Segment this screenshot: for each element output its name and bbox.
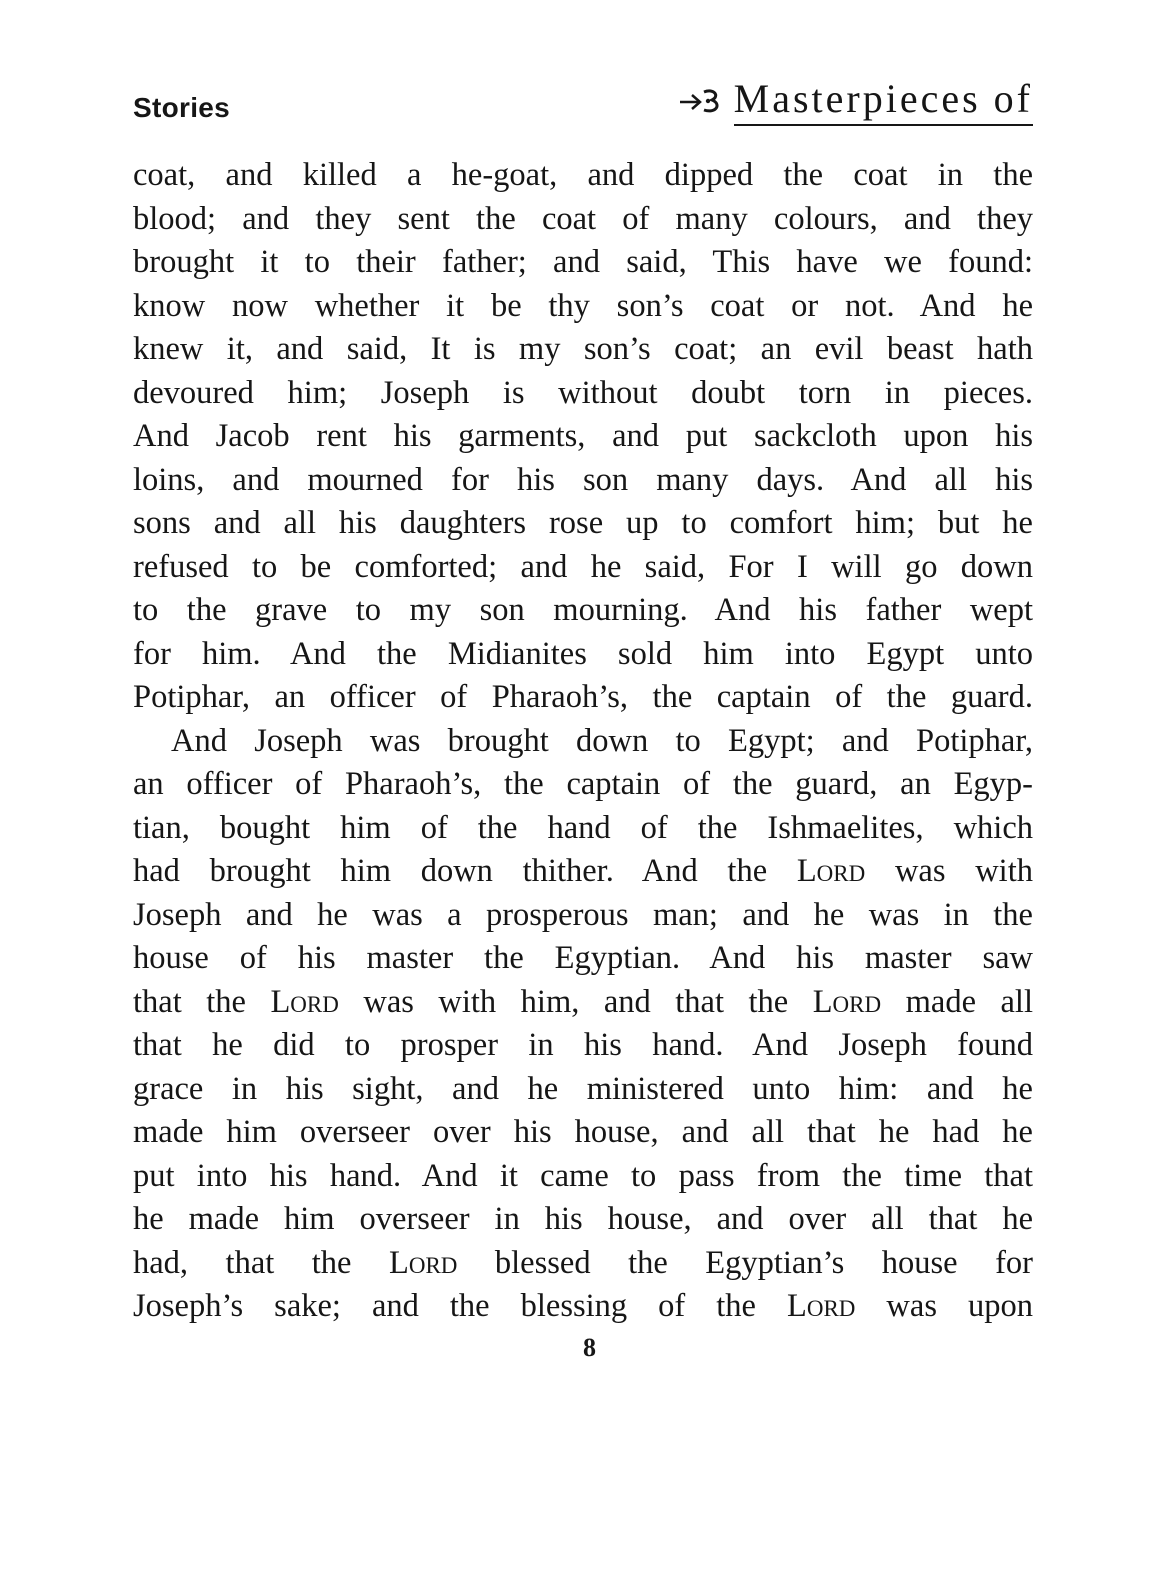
running-head-left: Stories [133, 92, 231, 123]
text-line: to the grave to my son mourning. And his father wept [133, 592, 1033, 628]
text-run: that the [133, 983, 271, 1020]
small-caps-word: Lord [388, 1244, 458, 1281]
text-line [133, 981, 1033, 1025]
small-caps-word: Lord [796, 853, 866, 889]
text-line: And Joseph was brought down to Egypt; and Potiphar, [171, 722, 1033, 759]
text-line: loins, and mourned for his son many days. And all his [133, 461, 1033, 498]
text-line [133, 1242, 1033, 1286]
text-line: for him. And the Midianites sold him into Egypt unto [133, 635, 1033, 672]
text-line: made him overseer over his house, and all that he had he [133, 1114, 1033, 1150]
text-line: blood; and they sent the coat of many colours, and they [133, 200, 1033, 237]
running-head-title: Masterpieces of [734, 76, 1033, 126]
text-line: he made him overseer in his house, and over all that he [133, 1201, 1033, 1237]
text-line: knew it, and said, It is my son’s coat; an evil beast hath [133, 331, 1033, 367]
text-line: And Jacob rent his garments, and put sackcloth upon his [133, 418, 1033, 454]
text-line: know now whether it be thy son’s coat or not. And he [133, 287, 1033, 324]
text-line: brought it to their father; and said, This have we found: [133, 244, 1033, 280]
small-caps-word: Lord [812, 983, 882, 1020]
text-line: Joseph and he was a prosperous man; and he was in the [133, 896, 1033, 933]
text-run: was upon [855, 1288, 1033, 1324]
text-line [133, 1285, 1033, 1329]
text-line: that he did to prosper in his hand. And Joseph found [133, 1027, 1033, 1063]
text-line: coat, and killed a he-goat, and dipped the coat in the [133, 157, 1033, 193]
small-caps-word: Lord [270, 983, 339, 1020]
text-run: had, that the [133, 1244, 389, 1281]
running-head-right [678, 76, 1033, 126]
text-run: Joseph’s sake; and the blessing of the [133, 1288, 787, 1324]
text-line: grace in his sight, and he ministered unto him: and he [133, 1070, 1033, 1107]
page-number: 8 [583, 1333, 596, 1362]
text-line: an officer of Pharaoh’s, the captain of the guard, an Egyp- [133, 766, 1033, 802]
text-run: had brought him down thither. And the [133, 853, 797, 889]
body-text [133, 154, 1033, 1329]
text-line: refused to be comforted; and he said, For I will go down [133, 548, 1033, 585]
text-line: put into his hand. And it came to pass from the time that [133, 1157, 1033, 1194]
running-head [133, 74, 1033, 134]
text-line: tian, bought him of the hand of the Ishmaelites, which [133, 809, 1033, 846]
text-run: blessed the Egyptian’s house for [457, 1244, 1033, 1281]
text-line: devoured him; Joseph is without doubt torn in pieces. [133, 374, 1033, 411]
text-line [133, 850, 1033, 894]
text-line: sons and all his daughters rose up to comfort him; but he [133, 505, 1033, 541]
small-caps-word: Lord [786, 1288, 856, 1324]
text-run: was with [865, 853, 1033, 889]
text-run: made all [881, 983, 1033, 1020]
text-line: Potiphar, an officer of Pharaoh’s, the captain of the guard. [133, 679, 1033, 715]
text-run: was with him, and that the [338, 983, 813, 1020]
text-line: house of his master the Egyptian. And his master saw [133, 940, 1033, 976]
ornament-icon [678, 86, 724, 116]
